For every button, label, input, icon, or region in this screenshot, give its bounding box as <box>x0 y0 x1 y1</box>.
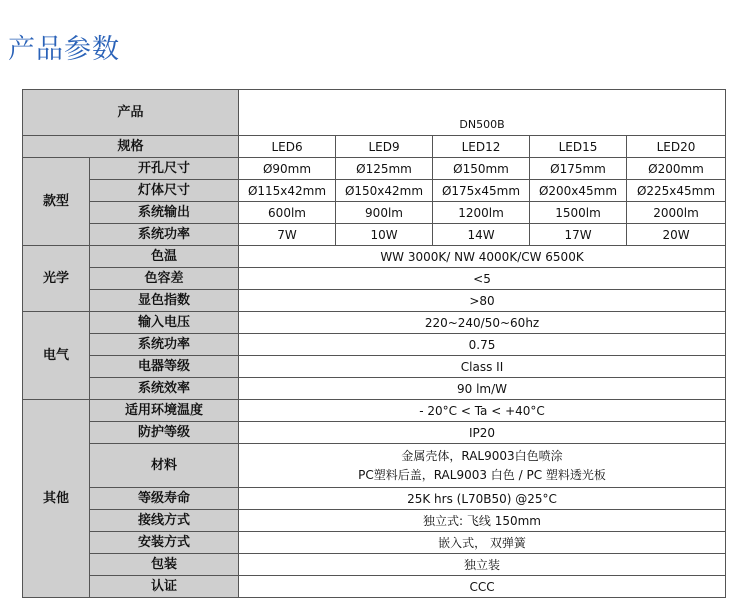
value-cell: Ø150x42mm <box>336 180 433 202</box>
value-cell: 14W <box>433 224 530 246</box>
row-label: 包装 <box>90 554 239 576</box>
model-cell: LED15 <box>530 136 627 158</box>
table-row <box>23 422 726 444</box>
value-cell: 独立式: 飞线 150mm <box>239 510 726 532</box>
value-cell: Ø175mm <box>530 158 627 180</box>
row-label: 接线方式 <box>90 510 239 532</box>
model-cell: LED12 <box>433 136 530 158</box>
spec-table <box>22 89 726 598</box>
value-cell: 600lm <box>239 202 336 224</box>
row-label: 认证 <box>90 576 239 598</box>
product-row <box>23 90 726 136</box>
table-row <box>23 312 726 334</box>
value-cell: Ø175x45mm <box>433 180 530 202</box>
value-cell: 25K hrs (L70B50) @25°C <box>239 488 726 510</box>
product-label: 产品 <box>23 90 239 136</box>
value-cell: 90 lm/W <box>239 378 726 400</box>
value-cell: 独立装 <box>239 554 726 576</box>
value-cell: - 20°C < Ta < +40°C <box>239 400 726 422</box>
material-value-cell <box>239 444 726 488</box>
model-cell: LED9 <box>336 136 433 158</box>
value-cell: CCC <box>239 576 726 598</box>
row-label: 适用环境温度 <box>90 400 239 422</box>
value-cell: 嵌入式， 双弹簧 <box>239 532 726 554</box>
spec-header-row <box>23 136 726 158</box>
table-row <box>23 488 726 510</box>
row-label: 系统功率 <box>90 334 239 356</box>
table-row <box>23 554 726 576</box>
value-cell: Ø90mm <box>239 158 336 180</box>
row-label: 灯体尺寸 <box>90 180 239 202</box>
table-row <box>23 290 726 312</box>
group-label-optics: 光学 <box>23 246 90 312</box>
row-label: 材料 <box>90 444 239 488</box>
row-label: 等级寿命 <box>90 488 239 510</box>
model-cell: LED6 <box>239 136 336 158</box>
value-cell: 10W <box>336 224 433 246</box>
value-cell: 1200lm <box>433 202 530 224</box>
table-row <box>23 444 726 488</box>
table-row <box>23 334 726 356</box>
group-label-electric: 电气 <box>23 312 90 400</box>
value-cell: 2000lm <box>627 202 726 224</box>
value-cell: 20W <box>627 224 726 246</box>
row-label: 色温 <box>90 246 239 268</box>
value-cell: 7W <box>239 224 336 246</box>
row-label: 系统输出 <box>90 202 239 224</box>
group-label-kuanxing: 款型 <box>23 158 90 246</box>
value-cell: <5 <box>239 268 726 290</box>
row-label: 系统效率 <box>90 378 239 400</box>
row-label: 防护等级 <box>90 422 239 444</box>
value-cell: Ø125mm <box>336 158 433 180</box>
value-cell: 900lm <box>336 202 433 224</box>
table-row <box>23 576 726 598</box>
value-cell: 1500lm <box>530 202 627 224</box>
material-line: PC塑料后盖，RAL9003 白色 / PC 塑料透光板 <box>358 467 606 482</box>
value-cell: 220~240/50~60hz <box>239 312 726 334</box>
value-cell: Ø200x45mm <box>530 180 627 202</box>
value-cell: Ø115x42mm <box>239 180 336 202</box>
row-label: 显色指数 <box>90 290 239 312</box>
table-row <box>23 180 726 202</box>
value-cell: IP20 <box>239 422 726 444</box>
table-row <box>23 400 726 422</box>
value-cell: 17W <box>530 224 627 246</box>
table-row <box>23 532 726 554</box>
value-cell: WW 3000K/ NW 4000K/CW 6500K <box>239 246 726 268</box>
table-row <box>23 224 726 246</box>
product-value: DN500B <box>239 90 726 136</box>
table-row <box>23 246 726 268</box>
value-cell: Ø200mm <box>627 158 726 180</box>
table-row <box>23 356 726 378</box>
table-row <box>23 268 726 290</box>
table-row <box>23 378 726 400</box>
value-cell: >80 <box>239 290 726 312</box>
row-label: 开孔尺寸 <box>90 158 239 180</box>
material-line: 金属壳体，RAL9003白色喷涂 <box>401 448 563 463</box>
row-label: 电器等级 <box>90 356 239 378</box>
row-label: 输入电压 <box>90 312 239 334</box>
row-label: 系统功率 <box>90 224 239 246</box>
table-row <box>23 158 726 180</box>
value-cell: Ø225x45mm <box>627 180 726 202</box>
row-label: 色容差 <box>90 268 239 290</box>
value-cell: Ø150mm <box>433 158 530 180</box>
group-label-other: 其他 <box>23 400 90 598</box>
row-label: 安装方式 <box>90 532 239 554</box>
model-cell: LED20 <box>627 136 726 158</box>
page-title: 产品参数 <box>8 34 120 65</box>
table-row <box>23 510 726 532</box>
value-cell: 0.75 <box>239 334 726 356</box>
spec-label: 规格 <box>23 136 239 158</box>
value-cell: Class II <box>239 356 726 378</box>
table-row <box>23 202 726 224</box>
